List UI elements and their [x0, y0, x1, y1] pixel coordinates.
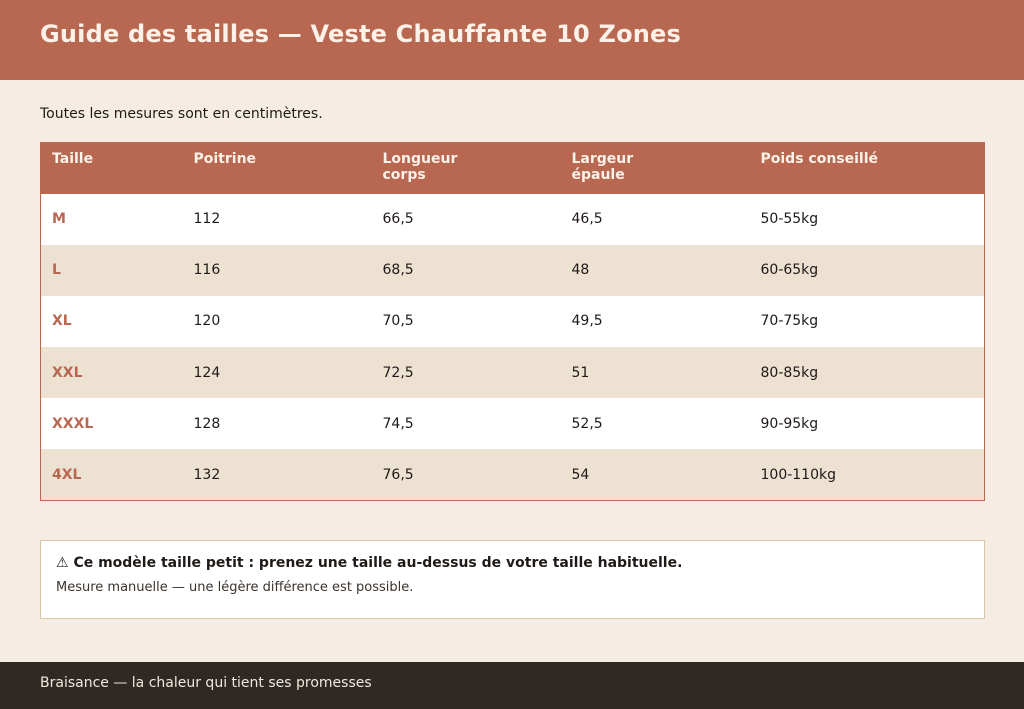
- weight-cell: 50-55kg: [750, 194, 985, 245]
- chest-cell: 128: [183, 398, 372, 449]
- size-chart-table: [40, 142, 985, 501]
- sizing-warning: [56, 553, 969, 573]
- length-cell: 72,5: [372, 347, 561, 398]
- weight-cell: 70-75kg: [750, 296, 985, 347]
- shoulder-cell: 46,5: [561, 194, 750, 245]
- sizing-warning-text: Ce modèle taille petit : prenez une taille au-dessus de votre taille habituelle.: [73, 555, 683, 571]
- table-header-row: [41, 143, 985, 194]
- column-header-weight: Poids conseillé: [750, 143, 985, 194]
- size-cell: XL: [41, 296, 183, 347]
- table-row: [41, 347, 985, 398]
- column-header-shoulder: [561, 143, 750, 194]
- sizing-notice: [40, 540, 985, 619]
- measurement-note: Mesure manuelle — une légère différence est possible.: [56, 580, 414, 595]
- column-header-size: Taille: [41, 143, 183, 194]
- column-header-length: [372, 143, 561, 194]
- table-row: [41, 245, 985, 296]
- chest-cell: 120: [183, 296, 372, 347]
- table-row: [41, 296, 985, 347]
- table-row: [41, 449, 985, 500]
- length-cell: 68,5: [372, 245, 561, 296]
- length-cell: 66,5: [372, 194, 561, 245]
- column-header-length-line2: corps: [382, 167, 426, 183]
- table-body: [41, 194, 985, 501]
- size-cell: L: [41, 245, 183, 296]
- page-title: Guide des tailles — Veste Chauffante 10 Zones: [40, 20, 682, 48]
- chest-cell: 116: [183, 245, 372, 296]
- weight-cell: 100-110kg: [750, 449, 985, 500]
- shoulder-cell: 52,5: [561, 398, 750, 449]
- length-cell: 70,5: [372, 296, 561, 347]
- page-footer: [0, 662, 1024, 709]
- shoulder-cell: 51: [561, 347, 750, 398]
- weight-cell: 60-65kg: [750, 245, 985, 296]
- weight-cell: 80-85kg: [750, 347, 985, 398]
- chest-cell: 132: [183, 449, 372, 500]
- column-header-shoulder-line1: Largeur: [571, 151, 634, 167]
- chest-cell: 112: [183, 194, 372, 245]
- table-row: [41, 194, 985, 245]
- column-header-shoulder-line2: épaule: [571, 167, 625, 183]
- size-cell: XXXL: [41, 398, 183, 449]
- length-cell: 74,5: [372, 398, 561, 449]
- chest-cell: 124: [183, 347, 372, 398]
- column-header-length-line1: Longueur: [382, 151, 458, 167]
- table-row: [41, 398, 985, 449]
- weight-cell: 90-95kg: [750, 398, 985, 449]
- footer-tagline: Braisance — la chaleur qui tient ses promesses: [40, 675, 372, 691]
- size-cell: XXL: [41, 347, 183, 398]
- page-header: [0, 0, 1024, 80]
- size-cell: M: [41, 194, 183, 245]
- shoulder-cell: 54: [561, 449, 750, 500]
- size-cell: 4XL: [41, 449, 183, 500]
- shoulder-cell: 49,5: [561, 296, 750, 347]
- warning-icon: ⚠: [56, 555, 69, 571]
- units-note: Toutes les mesures sont en centimètres.: [40, 106, 323, 122]
- table-header: [41, 143, 985, 194]
- column-header-chest: Poitrine: [183, 143, 372, 194]
- shoulder-cell: 48: [561, 245, 750, 296]
- length-cell: 76,5: [372, 449, 561, 500]
